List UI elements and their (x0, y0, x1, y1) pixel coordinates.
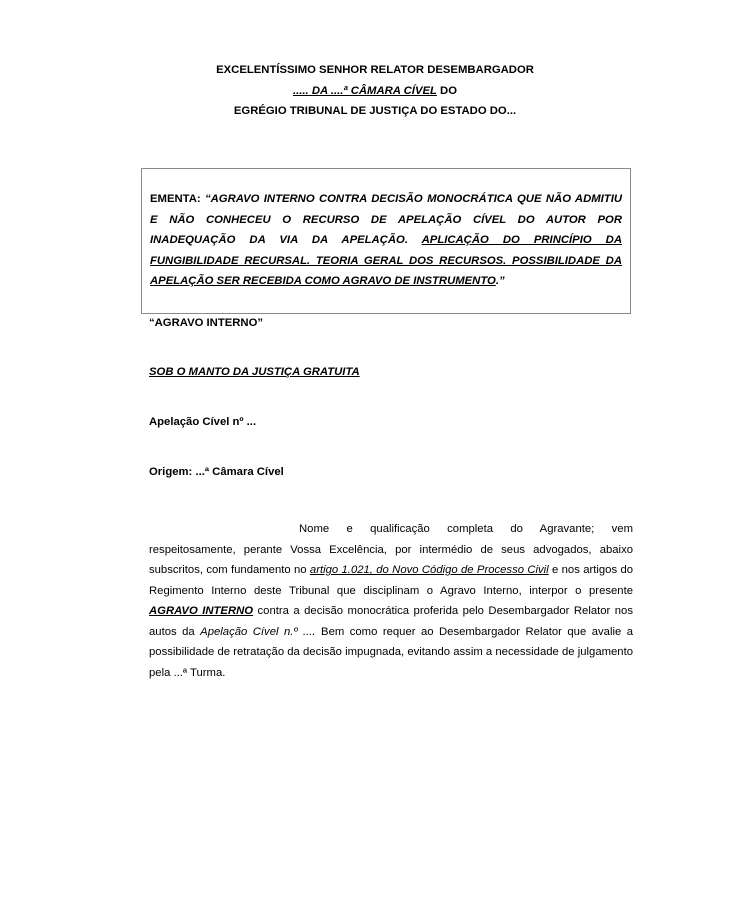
body-sentence-2: e nos artigos do Regimento Interno deste Tribunal que disciplinam o Agravo Interno, interpor o presente (149, 564, 634, 597)
ementa-closing: .” (495, 275, 505, 288)
addressee-header (0, 60, 750, 122)
justice-gratuita-heading: SOB O MANTO DA JUSTIÇA GRATUITA (149, 366, 360, 378)
ementa-label: EMENTA: (150, 193, 205, 205)
petition-body (149, 519, 633, 683)
body-sentence-3: contra a decisão monocrática proferida pelo Desembargador Relator nos autos da (149, 605, 633, 638)
header-line-1: EXCELENTÍSSIMO SENHOR RELATOR DESEMBARGADOR (216, 64, 534, 76)
ementa-text: “AGRAVO INTERNO CONTRA DECISÃO MONOCRÁTICA QUE NÃO ADMITIU E NÃO CONHECEU O RECURSO DE APELAÇÃO CÍVEL DO AUTOR POR INADEQUAÇÃO DA VIA DA APELAÇÃO. (150, 193, 622, 247)
header-line-2-rest: DO (436, 84, 458, 97)
body-sentence-1: Nome e qualificação completa do Agravante; vem respeitosamente, perante Vossa Excelência, por intermédio de seus advogados, abaixo subscritos, com fundamento no (149, 523, 633, 576)
appeal-reference: Apelação Cível n.º .... (200, 625, 316, 638)
appeal-number: Apelação Cível nº ... (149, 416, 257, 428)
header-line-3: EGRÉGIO TRIBUNAL DE JUSTIÇA DO ESTADO DO... (233, 105, 517, 117)
chamber-reference: ..... DA ....ª CÂMARA CÍVEL (292, 84, 437, 97)
body-sentence-4: Bem como requer ao Desembargador Relator que avalie a possibilidade de retratação da decisão impugnada, evitando assim a necessidade de julgamento pela ...ª Turma. (149, 625, 634, 679)
legal-article-reference: artigo 1.021, do Novo Código de Processo Civil (309, 564, 549, 576)
origin-chamber: Origem: ...ª Câmara Cível (149, 466, 284, 478)
header-line-2 (0, 81, 750, 102)
ementa-underlined-text: APLICAÇÃO DO PRINCÍPIO DA FUNGIBILIDADE RECURSAL. TEORIA GERAL DOS RECURSOS. POSSIBILIDADE DA APELAÇÃO SER RECEBIDA COMO AGRAVO DE INSTRUMENTO (150, 234, 623, 288)
agravo-interno-emphasis: AGRAVO INTERNO (149, 605, 254, 617)
ementa-box (141, 168, 631, 314)
document-title: “AGRAVO INTERNO” (149, 317, 264, 329)
